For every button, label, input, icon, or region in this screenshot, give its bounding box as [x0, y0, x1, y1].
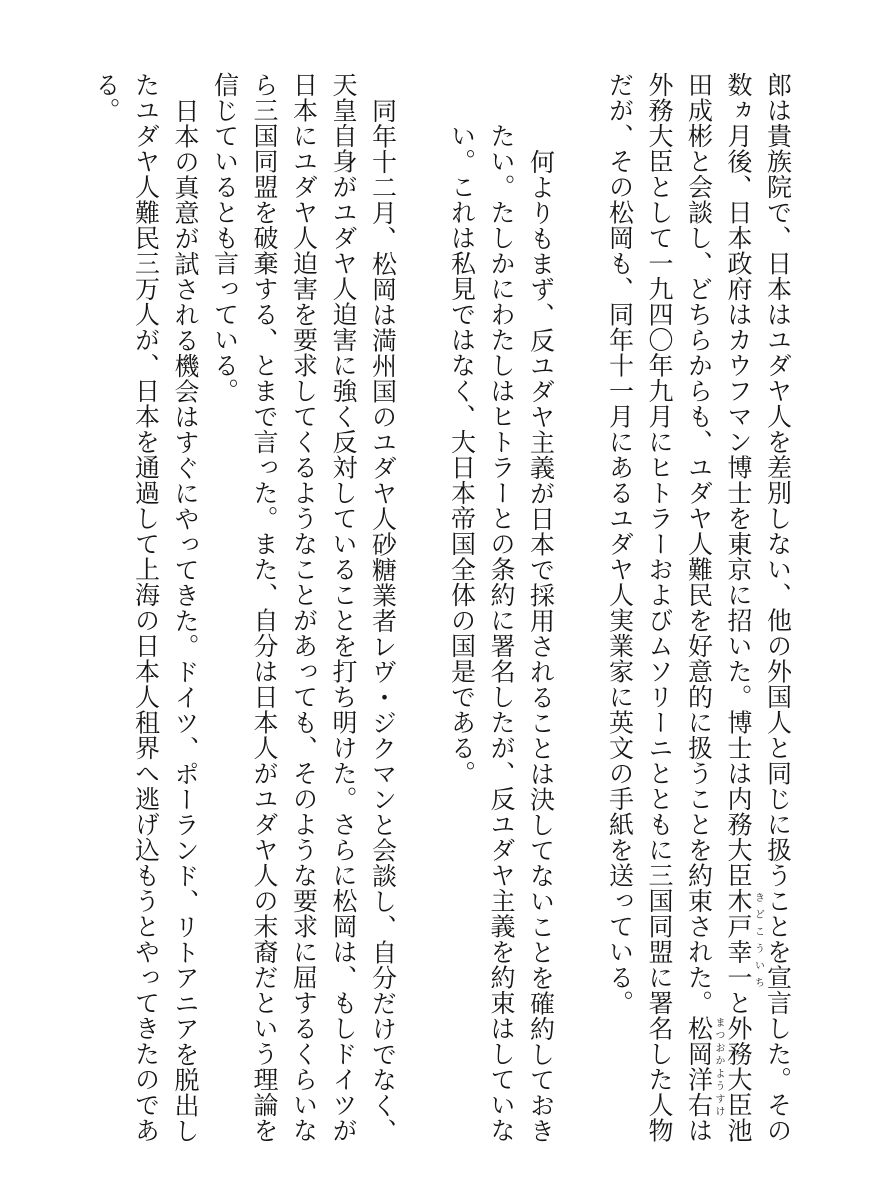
furigana-matsuoka-yosuke: まつおかようすけ — [713, 1017, 724, 1119]
text-line: 同年十二月、松岡は満州国のユダヤ人砂糖業者レヴ・ジクマンと会談し、自分だけでなく、 — [368, 97, 398, 1143]
quote-line: 何よりもまず、反ユダヤ主義が日本で採用されることは決してないことを確約しておき — [526, 148, 556, 1143]
text-line: だが、その松岡も、同年十一月にあるユダヤ人実業家に英文の手紙を送っている。 — [605, 72, 635, 1016]
quote-line: い。これは私見ではなく、大日本帝国全体の国是である。 — [447, 123, 477, 786]
quote-line: たい。たしかにわたしはヒトラーとの条約に署名したが、反ユダヤ主義を約束はしていな — [487, 123, 516, 1143]
text-line: 郎は貴族院で、日本はユダヤ人を差別しない、他の外国人と同じに扱うことを宣言した。その — [763, 72, 793, 1143]
text-line: 信じているとも言っている。 — [210, 72, 240, 404]
text-line: 数ヵ月後、日本政府はカウフマン博士を東京に招いた。博士は内務大臣木戸幸一と外務大臣池 — [724, 72, 753, 1143]
text-line: 日本にユダヤ人迫害を要求してくるようなことがあっても、そのような要求に屈するくらいな — [289, 72, 319, 1143]
text-line: 天皇自身がユダヤ人迫害に強く反対していることを打ち明けた。さらに松岡は、もしドイツが — [329, 72, 358, 1143]
text-line: ら三国同盟を破棄する、とまで言った。また、自分は日本人がユダヤ人の末裔だという理論を — [250, 72, 279, 1143]
text-line: たユダヤ人難民三万人が、日本を通過して上海の日本人租界へ逃げ込もうとやってきたのであ — [131, 72, 161, 1143]
text-line: る。 — [92, 72, 121, 123]
text-line: 田成彬と会談し、どちらからも、ユダヤ人難民を好意的に扱うことを約束された。松岡洋右は — [684, 72, 714, 1143]
text-line: 外務大臣として一九四〇年九月にヒトラーおよびムソリーニとともに三国同盟に署名した人物 — [645, 72, 674, 1143]
text-line: 日本の真意が試される機会はすぐにやってきた。ドイツ、ポーランド、リトアニアを脱出し — [171, 97, 200, 1143]
furigana-kido-koichi: きどこういち — [752, 891, 764, 994]
